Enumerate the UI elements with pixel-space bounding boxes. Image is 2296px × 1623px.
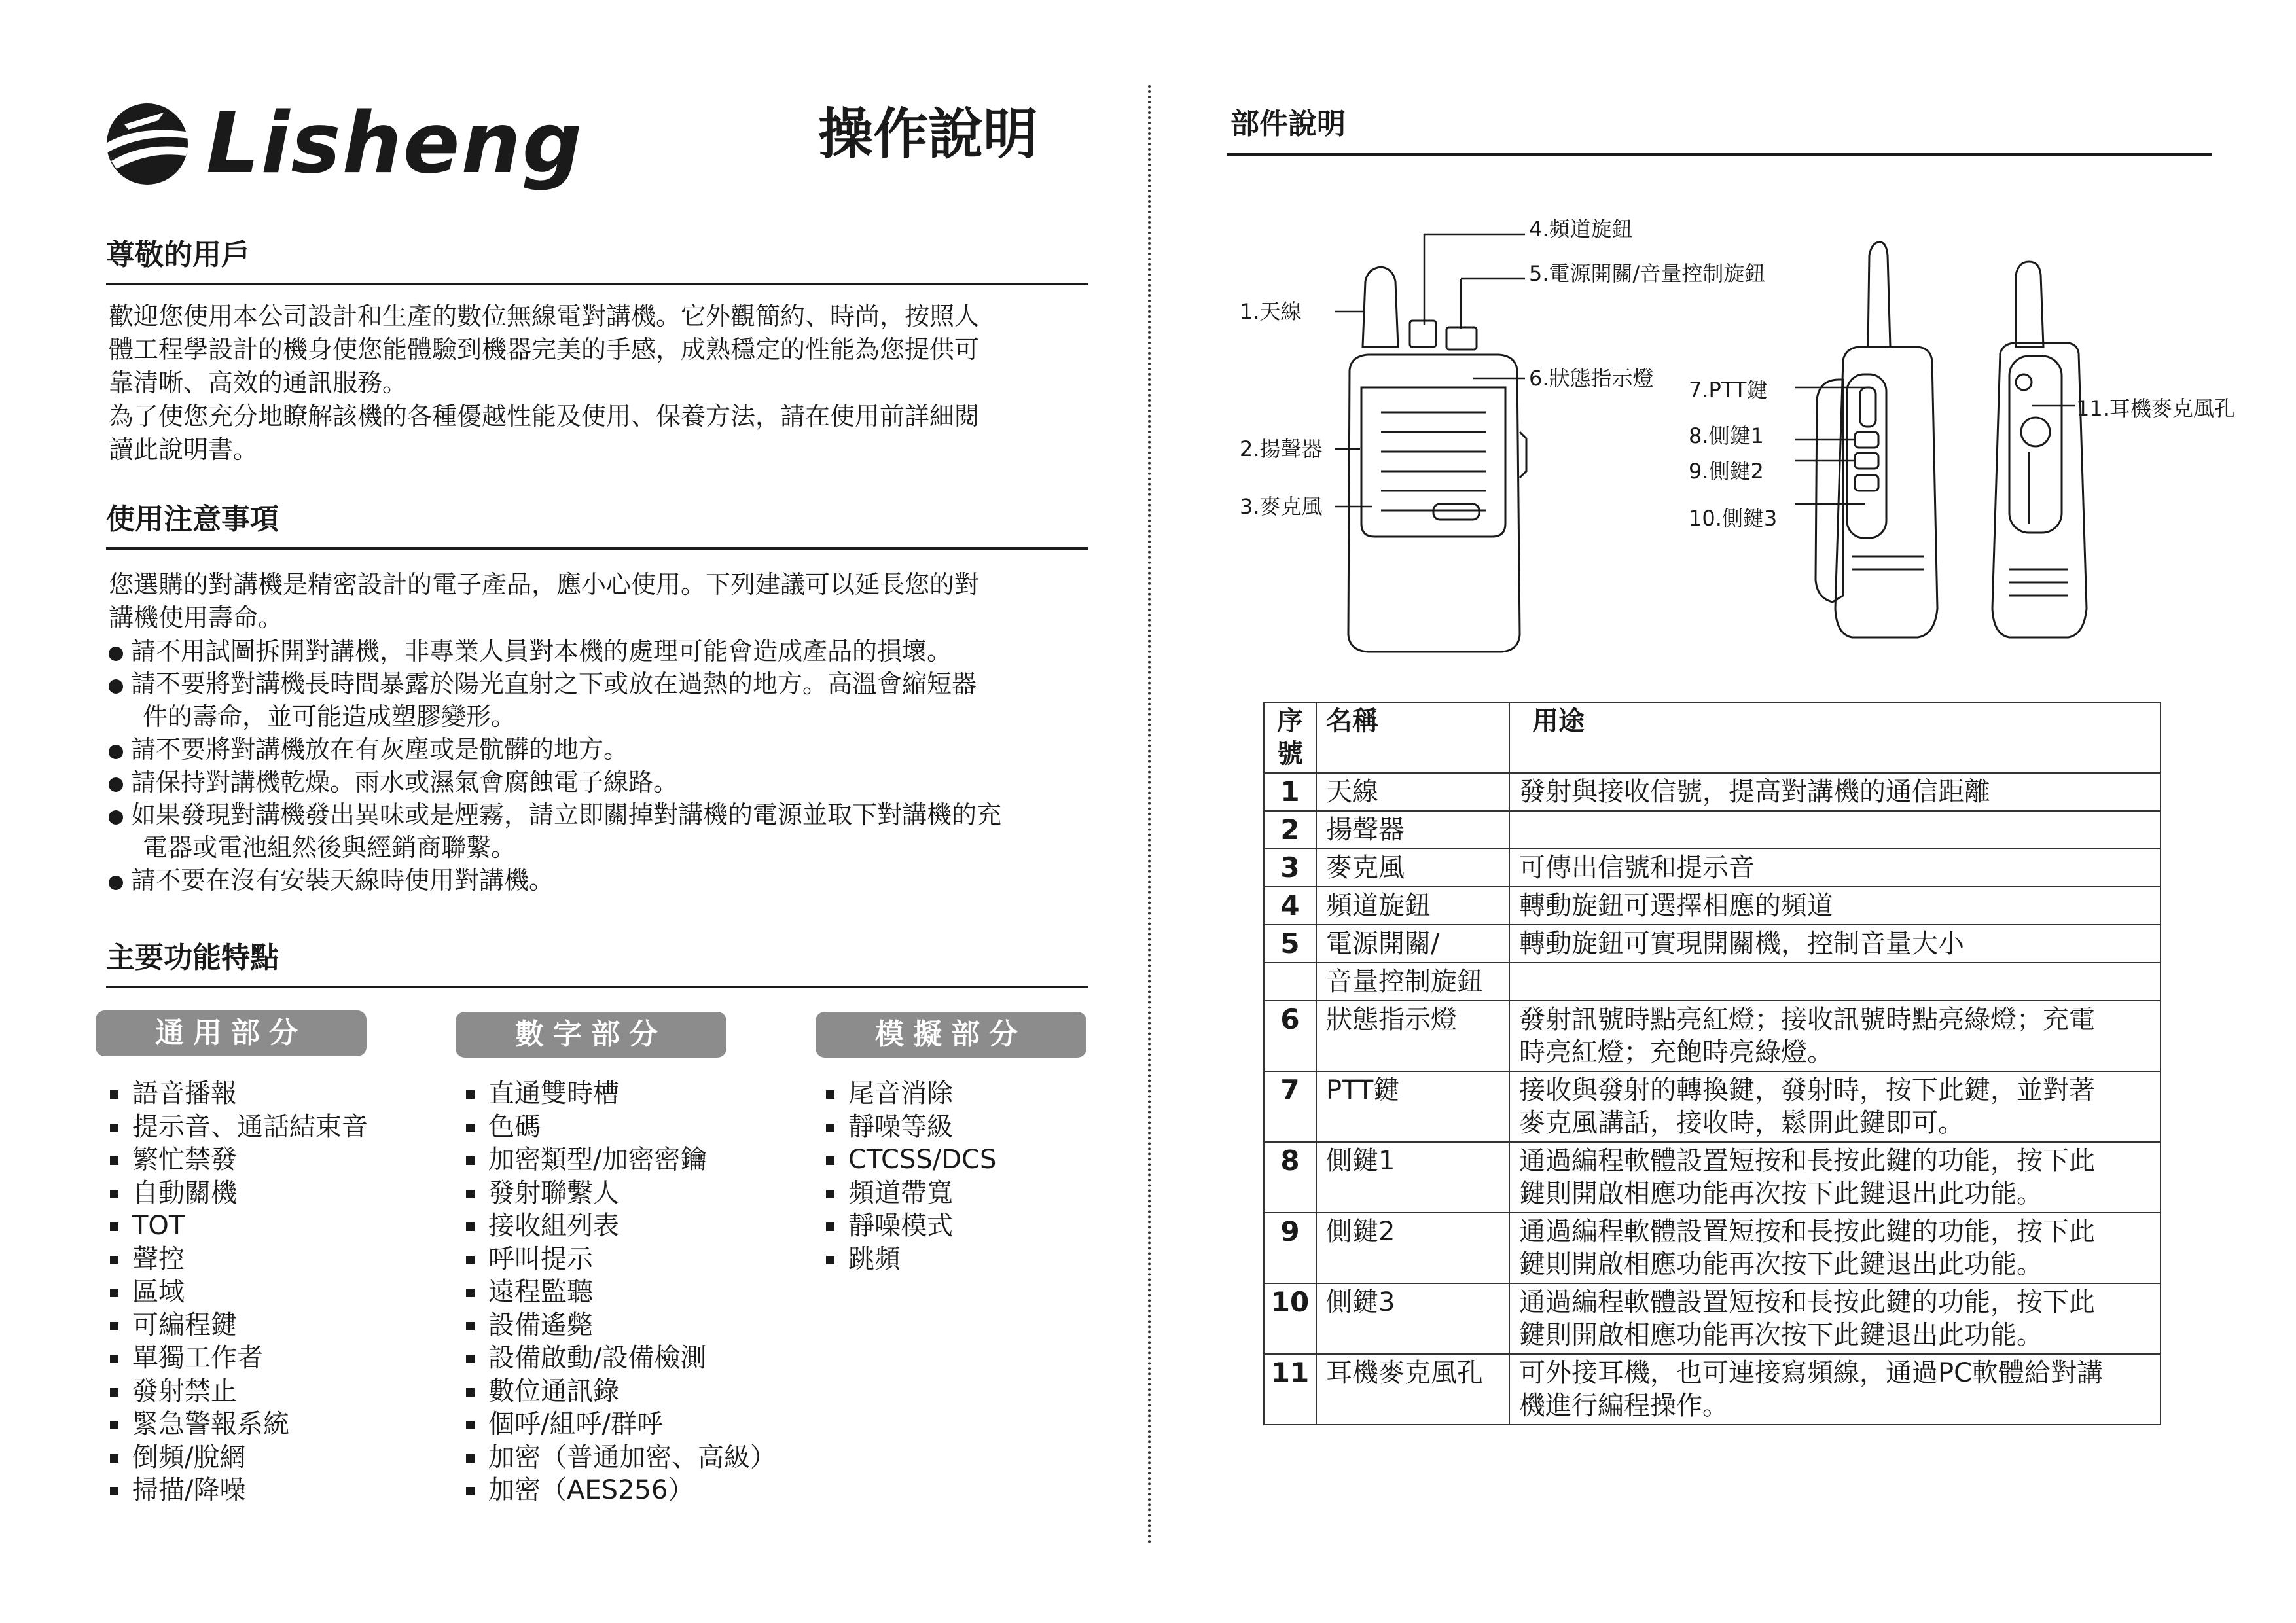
bullet-square-icon — [110, 1388, 118, 1397]
list-item — [466, 1375, 776, 1408]
feature-label: CTCSS/DCS — [848, 1145, 997, 1175]
callout-antenna: 1.天線 — [1240, 299, 1302, 324]
cell-name: PTT鍵 — [1316, 1071, 1509, 1142]
cell-no — [1264, 963, 1316, 1001]
bullet-square-icon — [466, 1322, 475, 1330]
text-line: 可外接耳機，也可連接寫頻線，通過PC軟體給對講 — [1519, 1358, 2104, 1388]
list-item — [826, 1209, 996, 1243]
list-item — [466, 1243, 776, 1276]
text-line: 接收與發射的轉換鍵，發射時，按下此鍵，並對著 — [1519, 1075, 2095, 1105]
bullet-square-icon — [466, 1289, 475, 1297]
bullet-square-icon — [466, 1190, 475, 1198]
table-row — [1264, 1213, 2161, 1283]
general-feature-list — [110, 1077, 368, 1507]
feature-label: 自動關機 — [132, 1177, 237, 1208]
list-item — [826, 1143, 996, 1177]
table-row — [1264, 925, 2161, 963]
list-item — [466, 1342, 776, 1375]
table-row — [1264, 849, 2161, 887]
feature-label: 緊急警報系統 — [132, 1409, 289, 1439]
callout-earphone-jack: 11.耳機麥克風孔 — [2076, 396, 2235, 421]
text-line: 發射訊號時點亮紅燈；接收訊號時點亮綠燈；充電 — [1519, 1005, 2095, 1035]
list-item — [466, 1441, 776, 1474]
page-fold-divider — [1148, 85, 1151, 1544]
text-line: 您選購的對講機是精密設計的電子產品，應小心使用。下列建議可以延長您的對 — [109, 570, 980, 599]
cell-name: 側鍵1 — [1316, 1142, 1509, 1213]
bullet-square-icon — [110, 1421, 118, 1429]
feature-label: 單獨工作者 — [132, 1343, 263, 1373]
feature-label: 聲控 — [132, 1243, 185, 1274]
list-item — [110, 1209, 368, 1243]
text-line: 鍵則開啟相應功能再次按下此鍵退出此功能。 — [1519, 1249, 2043, 1279]
text-line: 鍵則開啟相應功能再次按下此鍵退出此功能。 — [1519, 1320, 2043, 1350]
cell-no: 9 — [1264, 1213, 1316, 1283]
feature-label: 數位通訊錄 — [488, 1376, 619, 1406]
bullet-square-icon — [110, 1487, 118, 1495]
bullet-square-icon — [110, 1090, 118, 1099]
bullet-square-icon — [466, 1454, 475, 1463]
analog-feature-list — [826, 1077, 996, 1275]
feature-label: 可編程鍵 — [132, 1310, 237, 1340]
list-item — [109, 733, 1130, 766]
bullet-square-icon — [110, 1156, 118, 1165]
feature-label: 加密類型/加密密鑰 — [488, 1145, 707, 1175]
feature-label: 靜噪模式 — [848, 1211, 953, 1241]
text-line: 時亮紅燈；充飽時亮綠燈。 — [1519, 1037, 1833, 1067]
list-item — [466, 1408, 776, 1441]
cell-name: 電源開關/ — [1316, 925, 1509, 963]
callout-side-key-3: 10.側鍵3 — [1689, 506, 1778, 531]
cell-no: 5 — [1264, 925, 1316, 963]
text-line: 為了使您充分地瞭解該機的各種優越性能及使用、保養方法，請在使用前詳細閱 — [109, 402, 980, 431]
table-row — [1264, 811, 2161, 849]
bullet-square-icon — [466, 1090, 475, 1099]
bullet-dot-icon — [109, 810, 123, 825]
dear-user-title: 尊敬的用戶 — [106, 238, 250, 272]
dear-user-text — [109, 300, 1117, 467]
text-line: 靠清晰、高效的通訊服務。 — [109, 368, 408, 397]
radio-front-view-icon — [1348, 267, 1526, 652]
list-item — [110, 1309, 368, 1342]
feature-label: 發射禁止 — [132, 1376, 237, 1406]
feature-label: 個呼/組呼/群呼 — [488, 1409, 663, 1439]
bullet-square-icon — [110, 1222, 118, 1231]
feature-label: 呼叫提示 — [488, 1243, 593, 1274]
table-row — [1264, 1071, 2161, 1142]
bullet-square-icon — [466, 1355, 475, 1363]
text-line: 麥克風講話，接收時，鬆開此鍵即可。 — [1519, 1108, 1964, 1138]
bullet-dot-icon — [109, 647, 123, 661]
parts-table — [1263, 702, 2161, 1425]
callout-speaker: 2.揚聲器 — [1240, 437, 1323, 461]
list-item — [110, 1143, 368, 1177]
bullet-square-icon — [466, 1124, 475, 1132]
feature-label: 跳頻 — [848, 1243, 901, 1274]
feature-label: 加密（AES256） — [488, 1475, 694, 1505]
header-use: 用途 — [1509, 702, 2161, 773]
cell-use: 可傳出信號和提示音 — [1509, 849, 2161, 887]
text-line: 請保持對講機乾燥。雨水或濕氣會腐蝕電子線路。 — [131, 768, 679, 796]
text-line: 請不用試圖拆開對講機，非專業人員對本機的處理可能會造成產品的損壞。 — [131, 637, 952, 666]
table-row — [1264, 963, 2161, 1001]
text-line: 請不要將對講機放在有灰塵或是骯髒的地方。 — [131, 735, 629, 764]
cell-use — [1509, 1283, 2161, 1354]
feature-label: 加密（普通加密、高級） — [488, 1442, 776, 1472]
feature-label: 色碼 — [488, 1111, 541, 1142]
text-line: 通過編程軟體設置短按和長按此鍵的功能，按下此 — [1519, 1146, 2095, 1176]
list-item — [109, 668, 1130, 733]
cell-use — [1509, 1071, 2161, 1142]
table-row — [1264, 1283, 2161, 1354]
divider — [1227, 153, 2212, 156]
list-item — [110, 1375, 368, 1408]
feature-label: 發射聯繫人 — [488, 1177, 619, 1208]
cell-no: 11 — [1264, 1354, 1316, 1425]
table-header-row — [1264, 702, 2161, 773]
table-row — [1264, 1354, 2161, 1425]
radio-back-view-icon — [1992, 262, 2087, 637]
feature-label: 區域 — [132, 1277, 185, 1307]
list-item — [109, 635, 1130, 668]
feature-label: 掃描/降噪 — [132, 1475, 246, 1505]
table-row — [1264, 773, 2161, 811]
cell-use: 轉動旋鈕可實現開關機，控制音量大小 — [1509, 925, 2161, 963]
precautions-intro — [109, 568, 1117, 635]
text-line: 通過編程軟體設置短按和長按此鍵的功能，按下此 — [1519, 1217, 2095, 1247]
bullet-square-icon — [466, 1421, 475, 1429]
cell-name: 側鍵2 — [1316, 1213, 1509, 1283]
list-item — [466, 1474, 776, 1507]
callout-channel-knob: 4.頻道旋鈕 — [1529, 217, 1633, 241]
analog-group-label: 模擬部分 — [816, 1012, 1086, 1058]
feature-label: 設備遙斃 — [488, 1310, 593, 1340]
bullet-square-icon — [826, 1124, 834, 1132]
cell-use — [1509, 1354, 2161, 1425]
list-item — [826, 1243, 996, 1276]
table-row — [1264, 1142, 2161, 1213]
list-item — [110, 1077, 368, 1111]
text-line: 講機使用壽命。 — [109, 603, 283, 632]
divider — [106, 986, 1088, 988]
cell-name: 天線 — [1316, 773, 1509, 811]
bullet-square-icon — [466, 1256, 475, 1264]
text-line: 讀此說明書。 — [109, 435, 259, 464]
bullet-dot-icon — [109, 777, 123, 792]
callout-status-led: 6.狀態指示燈 — [1529, 366, 1654, 391]
list-item — [466, 1309, 776, 1342]
feature-label: 靜噪等級 — [848, 1111, 953, 1142]
text-line: 鍵則開啟相應功能再次按下此鍵退出此功能。 — [1519, 1179, 2043, 1209]
text-line: 請不要在沒有安裝天線時使用對講機。 — [131, 866, 554, 895]
list-item — [110, 1177, 368, 1210]
cell-name: 麥克風 — [1316, 849, 1509, 887]
bullet-square-icon — [110, 1190, 118, 1198]
cell-no: 2 — [1264, 811, 1316, 849]
cell-use — [1509, 1142, 2161, 1213]
header-name: 名稱 — [1316, 702, 1509, 773]
bullet-dot-icon — [109, 745, 123, 759]
callout-power-volume: 5.電源開關/音量控制旋鈕 — [1529, 261, 1766, 286]
text-line: 電器或電池組然後與經銷商聯繫。 — [143, 833, 516, 862]
cell-use — [1509, 963, 2161, 1001]
bullet-square-icon — [466, 1156, 475, 1165]
list-item — [110, 1342, 368, 1375]
list-item — [110, 1243, 368, 1276]
list-item — [109, 766, 1130, 798]
bullet-square-icon — [826, 1256, 834, 1264]
feature-label: 接收組列表 — [488, 1211, 619, 1241]
callout-ptt: 7.PTT鍵 — [1689, 378, 1768, 402]
feature-label: 繁忙禁發 — [132, 1145, 237, 1175]
list-item — [466, 1143, 776, 1177]
cell-use — [1509, 811, 2161, 849]
cell-no: 7 — [1264, 1071, 1316, 1142]
feature-label: 直通雙時槽 — [488, 1079, 619, 1109]
list-item — [826, 1077, 996, 1111]
feature-label: 提示音、通話結束音 — [132, 1111, 368, 1142]
feature-label: 尾音消除 — [848, 1079, 953, 1109]
list-item — [466, 1209, 776, 1243]
bullet-square-icon — [110, 1124, 118, 1132]
list-item — [466, 1275, 776, 1309]
divider — [106, 283, 1088, 285]
bullet-square-icon — [110, 1454, 118, 1463]
bullet-square-icon — [110, 1322, 118, 1330]
list-item — [110, 1275, 368, 1309]
list-item — [109, 798, 1130, 864]
cell-no: 4 — [1264, 887, 1316, 925]
list-item — [110, 1441, 368, 1474]
cell-name: 頻道旋鈕 — [1316, 887, 1509, 925]
list-item — [110, 1474, 368, 1507]
bullet-square-icon — [110, 1289, 118, 1297]
text-line: 歡迎您使用本公司設計和生產的數位無線電對講機。它外觀簡約、時尚，按照人 — [109, 302, 980, 330]
general-group-label: 通用部分 — [96, 1010, 367, 1056]
cell-use — [1509, 1001, 2161, 1071]
parts-title: 部件說明 — [1230, 107, 1346, 141]
table-row — [1264, 1001, 2161, 1071]
list-item — [466, 1111, 776, 1144]
bullet-square-icon — [110, 1355, 118, 1363]
digital-group-label: 數字部分 — [456, 1012, 726, 1058]
feature-label: 倒頻/脫網 — [132, 1442, 246, 1472]
callout-side-key-2: 9.側鍵2 — [1689, 459, 1764, 484]
cell-use: 轉動旋鈕可選擇相應的頻道 — [1509, 887, 2161, 925]
list-item — [466, 1177, 776, 1210]
digital-feature-list — [466, 1077, 776, 1507]
callout-side-key-1: 8.側鍵1 — [1689, 423, 1764, 448]
list-item — [826, 1111, 996, 1144]
text-line: 機進行編程操作。 — [1519, 1391, 1729, 1421]
cell-use — [1509, 1213, 2161, 1283]
brand-name: Lisheng — [206, 95, 584, 192]
feature-label: 頻道帶寬 — [848, 1177, 953, 1208]
bullet-square-icon — [466, 1222, 475, 1231]
bullet-square-icon — [110, 1256, 118, 1264]
cell-no: 1 — [1264, 773, 1316, 811]
cell-no: 8 — [1264, 1142, 1316, 1213]
text-line: 通過編程軟體設置短按和長按此鍵的功能，按下此 — [1519, 1287, 2095, 1317]
feature-label: 語音播報 — [132, 1079, 237, 1109]
bullet-dot-icon — [109, 876, 123, 890]
bullet-square-icon — [826, 1190, 834, 1198]
brand-logo — [98, 92, 596, 196]
bullet-square-icon — [466, 1487, 475, 1495]
list-item — [466, 1077, 776, 1111]
feature-label: 設備啟動/設備檢測 — [488, 1343, 707, 1373]
bullet-square-icon — [826, 1090, 834, 1099]
cell-no: 3 — [1264, 849, 1316, 887]
precautions-title: 使用注意事項 — [106, 503, 279, 536]
features-title: 主要功能特點 — [106, 941, 279, 974]
document-title: 操作說明 — [818, 102, 1039, 166]
feature-label: TOT — [132, 1211, 185, 1241]
cell-name: 狀態指示燈 — [1316, 1001, 1509, 1071]
cell-no: 10 — [1264, 1283, 1316, 1354]
text-line: 請不要將對講機長時間暴露於陽光直射之下或放在過熱的地方。高溫會縮短器 — [131, 669, 977, 698]
callout-mic: 3.麥克風 — [1240, 494, 1323, 519]
list-item — [826, 1177, 996, 1210]
cell-name: 音量控制旋鈕 — [1316, 963, 1509, 1001]
bullet-dot-icon — [109, 679, 123, 694]
cell-name: 耳機麥克風孔 — [1316, 1354, 1509, 1425]
precautions-list — [109, 635, 1130, 897]
logo-mark-icon — [98, 98, 196, 190]
list-item — [110, 1111, 368, 1144]
bullet-square-icon — [466, 1388, 475, 1397]
cell-use: 發射與接收信號，提高對講機的通信距離 — [1509, 773, 2161, 811]
list-item — [110, 1408, 368, 1441]
divider — [106, 547, 1088, 550]
cell-name: 揚聲器 — [1316, 811, 1509, 849]
bullet-square-icon — [826, 1156, 834, 1165]
cell-no: 6 — [1264, 1001, 1316, 1071]
table-row — [1264, 887, 2161, 925]
list-item — [109, 864, 1130, 897]
feature-label: 遠程監聽 — [488, 1277, 593, 1307]
header-no: 序號 — [1264, 702, 1316, 773]
text-line: 如果發現對講機發出異味或是煙霧，請立即關掉對講機的電源並取下對講機的充 — [131, 800, 1002, 829]
text-line: 體工程學設計的機身使您能體驗到機器完美的手感，成熟穩定的性能為您提供可 — [109, 335, 980, 364]
text-line: 件的壽命，並可能造成塑膠變形。 — [143, 702, 516, 731]
cell-name: 側鍵3 — [1316, 1283, 1509, 1354]
bullet-square-icon — [826, 1222, 834, 1231]
